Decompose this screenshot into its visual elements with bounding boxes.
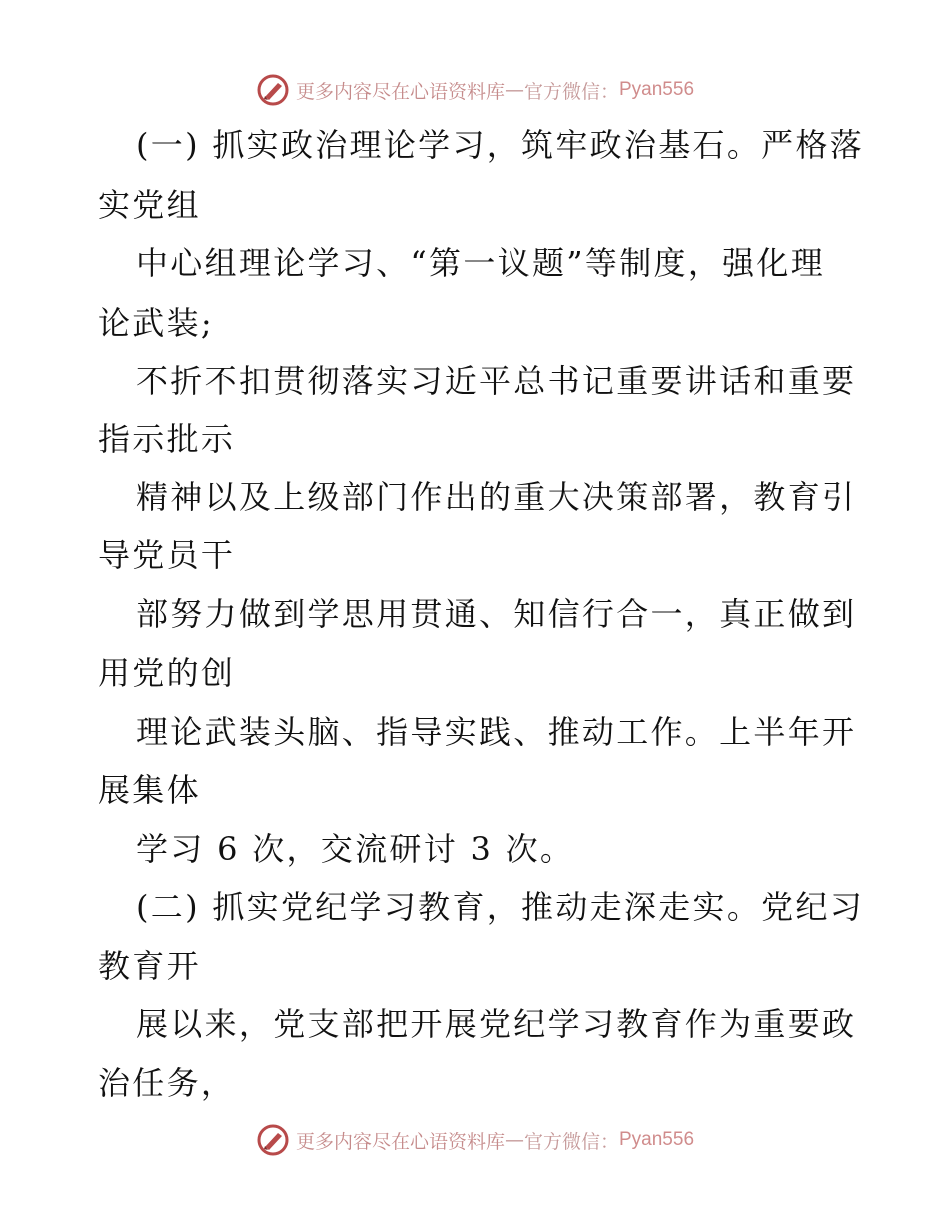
body-line: 理论武装头脑、指导实践、推动工作。上半年开: [136, 713, 857, 751]
body-line: 展以来，党支部把开展党纪学习教育作为重要政: [136, 1005, 857, 1043]
body-line: (一) 抓实政治理论学习，筑牢政治基石。严格落: [136, 126, 865, 164]
body-line: 实党组: [98, 186, 201, 224]
pen-seal-logo-icon: [256, 73, 290, 107]
watermark-wechat-label: 官方微信：: [523, 1130, 619, 1153]
body-line: 不折不扣贯彻落实习近平总书记重要讲话和重要: [136, 362, 857, 400]
watermark-wechat-id: Pyan556: [619, 1129, 695, 1150]
body-line: 治任务，: [98, 1064, 236, 1102]
body-line: 中心组理论学习、“第一议题”等制度，强化理: [136, 244, 826, 282]
watermark-wechat-label: 官方微信：: [523, 80, 619, 103]
body-line: 用党的创: [98, 654, 236, 692]
header-watermark: [0, 70, 950, 110]
watermark-dash: —: [504, 79, 524, 101]
body-line: 学习 6 次，交流研讨 3 次。: [136, 830, 575, 868]
body-line: 展集体: [98, 771, 201, 809]
pen-seal-logo-icon: [256, 1123, 290, 1157]
body-line: 部努力做到学思用贯通、知信行合一，真正做到: [136, 595, 857, 633]
body-line: 指示批示: [98, 420, 236, 458]
body-line: 论武装;: [98, 304, 214, 342]
watermark-text: 更多内容尽在心语资料库: [295, 1130, 505, 1153]
body-line: (二) 抓实党纪学习教育，推动走深走实。党纪习: [136, 888, 865, 926]
watermark-wechat-id: Pyan556: [619, 79, 695, 100]
footer-watermark: [0, 1120, 950, 1160]
body-line: 导党员干: [98, 536, 236, 574]
body-line: 精神以及上级部门作出的重大决策部署，教育引: [136, 478, 857, 516]
watermark-dash: —: [504, 1129, 524, 1151]
body-line: 教育开: [98, 947, 201, 985]
watermark-text: 更多内容尽在心语资料库: [295, 80, 505, 103]
